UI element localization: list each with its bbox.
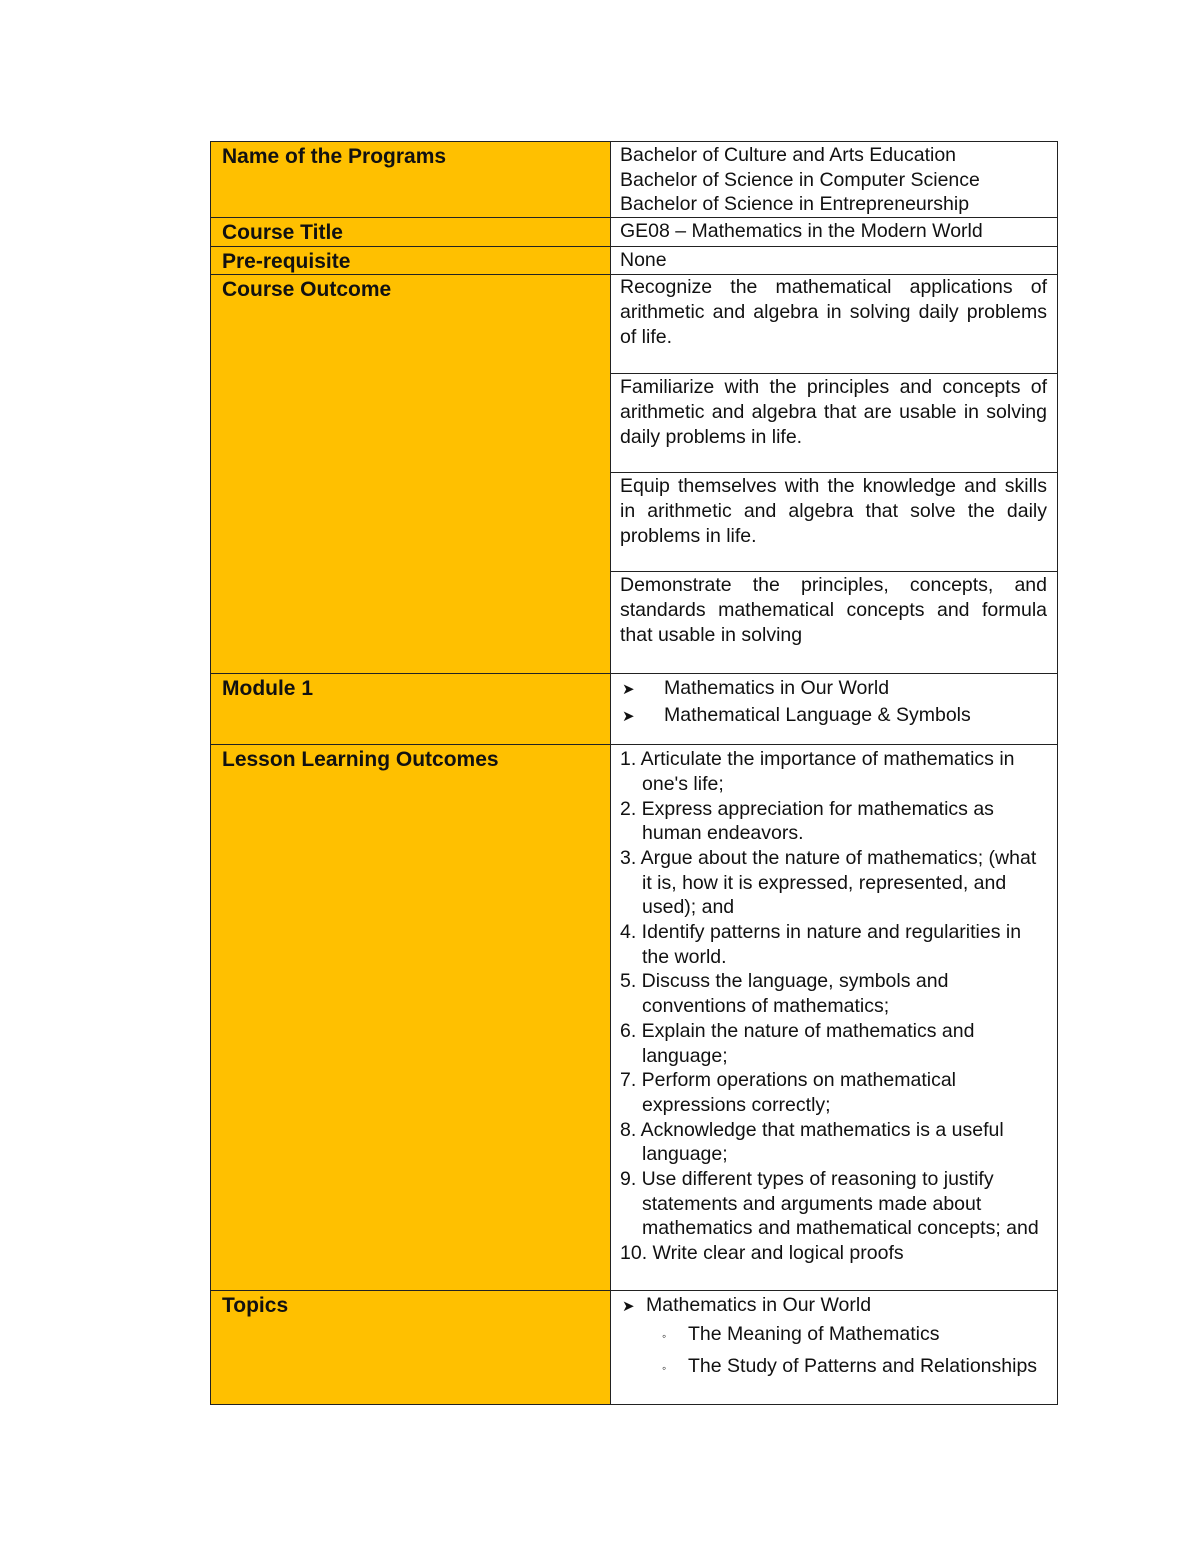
- arrow-bullet-icon: ➤: [622, 681, 635, 699]
- course-title-value: GE08 – Mathematics in the Modern World: [611, 218, 1058, 247]
- list-item: [662, 1320, 1047, 1352]
- prerequisite-value: None: [611, 247, 1058, 275]
- module-row: [211, 674, 1058, 745]
- list-item: 6. Explain the nature of mathematics and language;: [620, 1019, 975, 1067]
- program-name: Bachelor of Science in Entrepreneurship: [620, 193, 970, 216]
- arrow-bullet-icon: ➤: [622, 1298, 635, 1316]
- list-item: 3. Argue about the nature of mathematics; (what it is, how it is expressed, represented, and used); and: [620, 846, 1037, 919]
- course-outcome-list: [611, 275, 1057, 672]
- programs-row: [211, 142, 1058, 218]
- circle-bullet-icon: ◦: [662, 1360, 667, 1375]
- topic-sub-label: The Meaning of Mathematics: [688, 1323, 940, 1346]
- arrow-bullet-icon: ➤: [622, 708, 635, 726]
- topic-sub-label: The Study of Patterns and Relationships: [688, 1354, 1038, 1377]
- topic-main: [622, 1292, 1047, 1320]
- module-label: Module 1: [211, 674, 611, 745]
- programs-value: [611, 142, 1058, 218]
- list-item: 8. Acknowledge that mathematics is a useful language;: [620, 1118, 1004, 1166]
- list-item: [622, 702, 1047, 729]
- circle-bullet-icon: ◦: [662, 1329, 667, 1344]
- module-value: [611, 674, 1058, 745]
- course-outcome-item: Equip themselves with the knowledge and skills in arithmetic and algebra that solve the daily problems in life.: [611, 473, 1057, 572]
- list-item: 5. Discuss the language, symbols and conventions of mathematics;: [620, 970, 949, 1018]
- course-info-table: [210, 141, 1058, 1405]
- list-item: 1. Articulate the importance of mathematics in one's life;: [620, 748, 1015, 795]
- course-title-label: Course Title: [211, 218, 611, 247]
- topics-row: [211, 1291, 1058, 1405]
- list-item: 9. Use different types of reasoning to justify statements and arguments made about mathematics and mathematical concepts; and: [620, 1168, 1039, 1240]
- course-outcome-item: Familiarize with the principles and concepts of arithmetic and algebra that are usable in solving daily problems in life.: [611, 374, 1057, 473]
- topics-value: [611, 1291, 1058, 1405]
- prerequisite-row: [211, 247, 1058, 275]
- course-title-row: [211, 218, 1058, 247]
- module-topic: Mathematical Language & Symbols: [664, 704, 971, 727]
- course-outcome-label: Course Outcome: [211, 275, 611, 674]
- list-item: 10. Write clear and logical proofs: [620, 1242, 904, 1265]
- topics-label: Topics: [211, 1291, 611, 1405]
- lesson-outcomes-row: [211, 745, 1058, 1291]
- topic-main-label: Mathematics in Our World: [646, 1294, 872, 1317]
- lesson-outcomes-label: Lesson Learning Outcomes: [211, 745, 611, 1291]
- prerequisite-label: Pre-requisite: [211, 247, 611, 275]
- program-name: Bachelor of Culture and Arts Education: [620, 144, 957, 166]
- list-item: [662, 1352, 1047, 1384]
- lesson-outcomes-value: [611, 745, 1058, 1291]
- lesson-outcomes-list: [620, 747, 1047, 1266]
- program-name: Bachelor of Science in Computer Science: [620, 168, 980, 191]
- course-outcome-item: Demonstrate the principles, concepts, and standards mathematical concepts and formula that usable in solving: [620, 574, 1047, 646]
- module-list: [622, 675, 1047, 729]
- course-outcome-value: [611, 275, 1058, 674]
- list-item: 2. Express appreciation for mathematics as human endeavors.: [620, 797, 994, 845]
- topic-sub-list: [622, 1320, 1047, 1383]
- list-item: 4. Identify patterns in nature and regularities in the world.: [620, 921, 1022, 968]
- module-topic: Mathematics in Our World: [664, 677, 890, 700]
- course-outcome-item: Recognize the mathematical applications of arithmetic and algebra in solving daily problems of life.: [611, 275, 1057, 374]
- list-item: 7. Perform operations on mathematical expressions correctly;: [620, 1069, 956, 1116]
- course-outcome-row: [211, 275, 1058, 674]
- list-item: [622, 675, 1047, 702]
- programs-label: Name of the Programs: [211, 142, 611, 218]
